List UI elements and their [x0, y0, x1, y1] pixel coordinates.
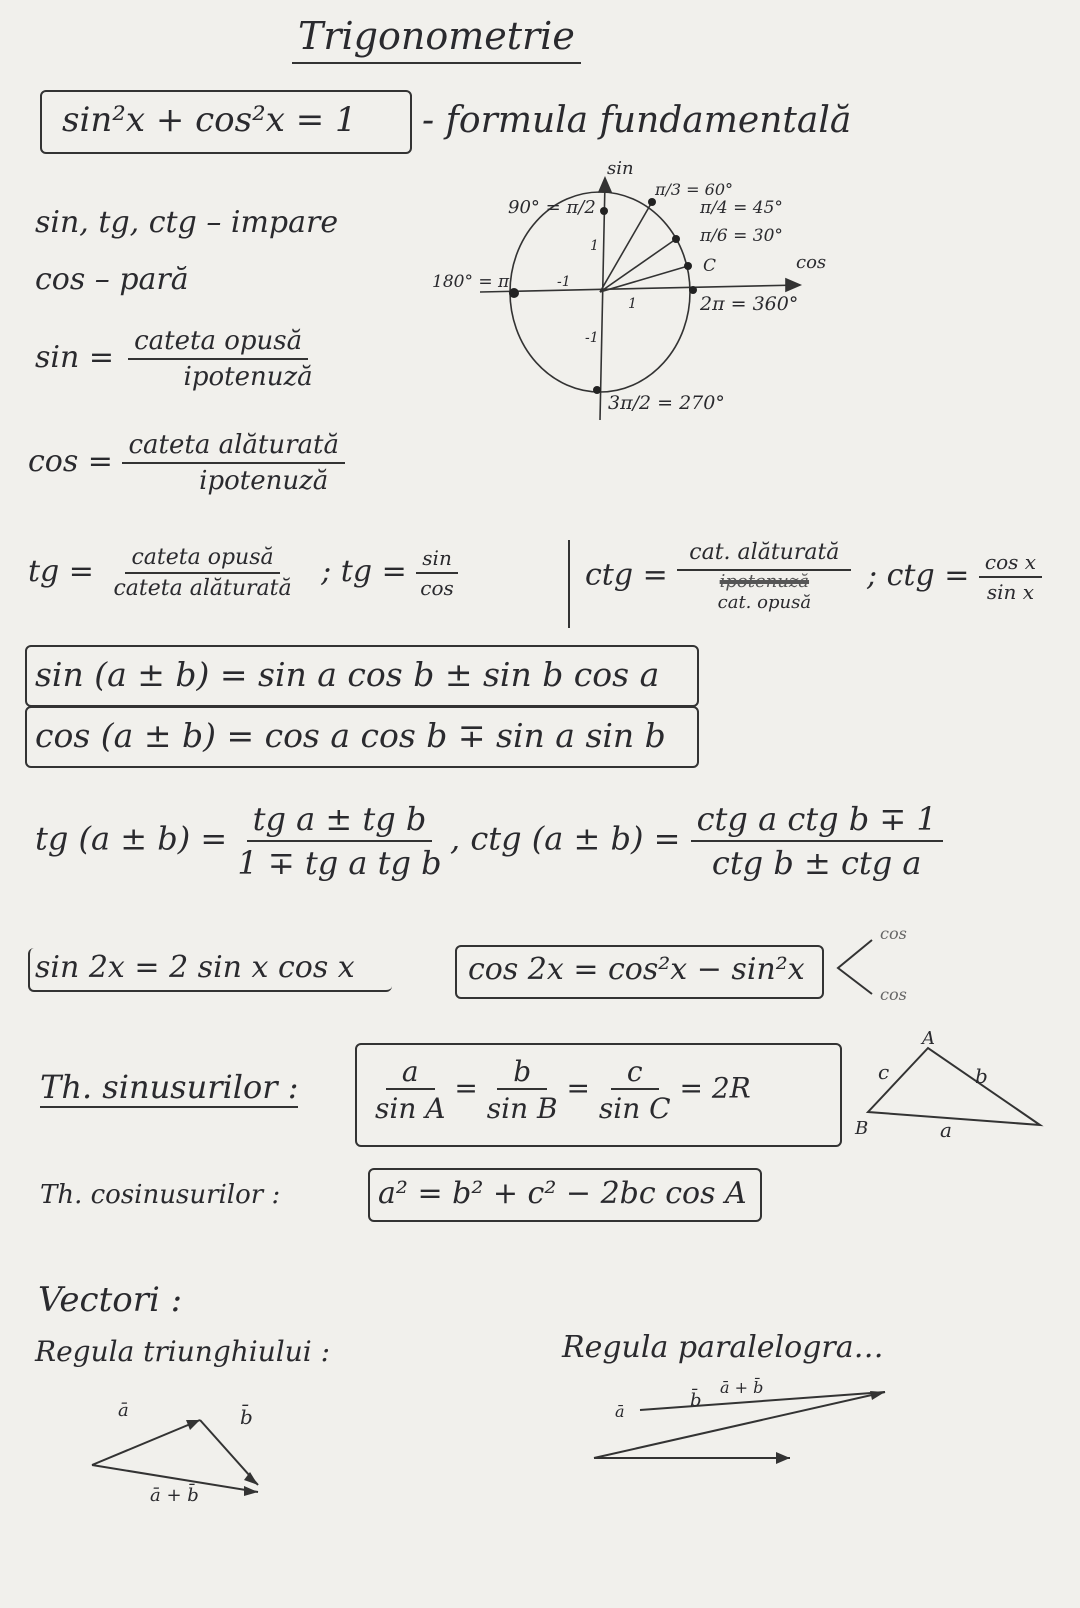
tg-alt-num: sin	[416, 546, 458, 574]
law-sines-formula: $\frac{a}{\text{sin A}}$ = $\frac{b}{\text{sin B}}$ = $\frac{c}{\text{sin C}}$ = 2R	[375, 1055, 751, 1125]
parallelogram-rule-label: Regula paralelogra…	[562, 1330, 884, 1365]
par-vec-b: b̄	[690, 1390, 702, 1411]
fundamental-formula: sin²x + cos²x = 1	[62, 100, 357, 140]
tri-B: B	[855, 1118, 869, 1139]
ctg-alt-lhs: ; ctg =	[866, 557, 970, 593]
label-one-y: 1	[590, 238, 599, 254]
law-cosines-label: Th. cosinusurilor :	[40, 1180, 281, 1210]
ls-sinA: sin A	[375, 1092, 446, 1125]
tg-denominator: cateta alăturată	[113, 576, 292, 601]
law-cosines-formula: a² = b² + c² − 2bc cos A	[378, 1176, 747, 1211]
tri-A: A	[922, 1028, 935, 1049]
odd-functions: sin, tg, ctg – impare	[35, 205, 339, 240]
sin-lhs: sin =	[35, 340, 114, 375]
ctg-denominator: cat. opusă	[717, 592, 812, 613]
tri-vec-sum: ā + b̄	[150, 1485, 199, 1506]
label-45: π/4 = 45°	[700, 198, 783, 218]
ctg-numerator: cat. alăturată	[677, 540, 851, 571]
sin-axis-label: sin	[607, 158, 634, 179]
sin-sum-formula: sin (a ± b) = sin a cos b ± sin b cos a	[35, 655, 660, 694]
cos-numerator: cateta alăturată	[122, 430, 345, 464]
even-functions: cos – pară	[35, 262, 189, 297]
ls-sinB: sin B	[486, 1092, 558, 1125]
tg-lhs: tg =	[28, 554, 94, 589]
triangle-rule-label: Regula triunghiului :	[35, 1335, 331, 1368]
fundamental-label: - formula fundamentală	[422, 100, 852, 141]
ls-b: b	[497, 1055, 547, 1090]
tg-sum-den: 1 ∓ tg a tg b	[237, 844, 442, 882]
branch-2: cos	[880, 985, 907, 1004]
cos-denominator: ipotenuză	[199, 466, 329, 496]
label-180: 180° = π	[432, 272, 510, 292]
ls-result: = 2R	[679, 1071, 751, 1105]
tri-c: c	[878, 1060, 890, 1084]
ls-c: c	[611, 1055, 659, 1090]
cos-lhs: cos =	[28, 444, 113, 479]
par-vec-sum: ā + b̄	[720, 1378, 764, 1397]
cos-sum-formula: cos (a ± b) = cos a cos b ∓ sin a sin b	[35, 716, 666, 755]
label-60: π/3 = 60°	[655, 180, 734, 199]
tri-vec-b: b̄	[240, 1405, 253, 1429]
tg-alt-den: cos	[420, 576, 454, 600]
label-30: π/6 = 30°	[700, 226, 783, 246]
sin-denominator: ipotenuză	[183, 362, 313, 392]
tri-a: a	[940, 1118, 952, 1142]
label-360: 2π = 360°	[700, 293, 799, 315]
ctg-sum-num: ctg a ctg b ∓ 1	[691, 800, 943, 842]
cos-axis-label: cos	[796, 252, 827, 273]
sin-numerator: cateta opusă	[128, 326, 308, 360]
ctg-alt-num: cos x	[979, 550, 1042, 578]
tg-alt-lhs: ; tg =	[321, 554, 407, 589]
ls-sinC: sin C	[598, 1092, 671, 1125]
ctg-sum-lhs: , ctg (a ± b) =	[450, 819, 681, 858]
label-minus-one-x: -1	[557, 274, 571, 290]
cos-double-formula: cos 2x = cos²x − sin²x	[468, 952, 805, 987]
tg-sum-num: tg a ± tg b	[247, 800, 433, 842]
label-one-x: 1	[628, 296, 637, 312]
par-vec-a: ā	[615, 1402, 625, 1421]
ctg-struck: ipotenuză	[719, 571, 810, 592]
tri-b: b	[975, 1064, 988, 1088]
label-c: C	[703, 256, 717, 276]
sin-double-formula: sin 2x = 2 sin x cos x	[35, 950, 355, 985]
page-title: Trigonometrie	[292, 14, 581, 64]
tg-numerator: cateta opusă	[125, 545, 279, 574]
ctg-lhs: ctg =	[585, 557, 668, 593]
tri-vec-a: ā	[118, 1400, 129, 1421]
label-270: 3π/2 = 270°	[608, 392, 725, 414]
ctg-alt-den: sin x	[986, 579, 1035, 604]
tg-sum-lhs: tg (a ± b) =	[35, 819, 228, 858]
law-sines-label: Th. sinusurilor :	[40, 1068, 299, 1106]
label-minus-one-y: -1	[585, 330, 599, 346]
ls-a: a	[386, 1055, 435, 1090]
label-90: 90° = π/2	[508, 197, 596, 218]
ctg-sum-den: ctg b ± ctg a	[711, 844, 922, 882]
vectors-heading: Vectori :	[38, 1280, 183, 1320]
branch-1: cos	[880, 924, 907, 943]
